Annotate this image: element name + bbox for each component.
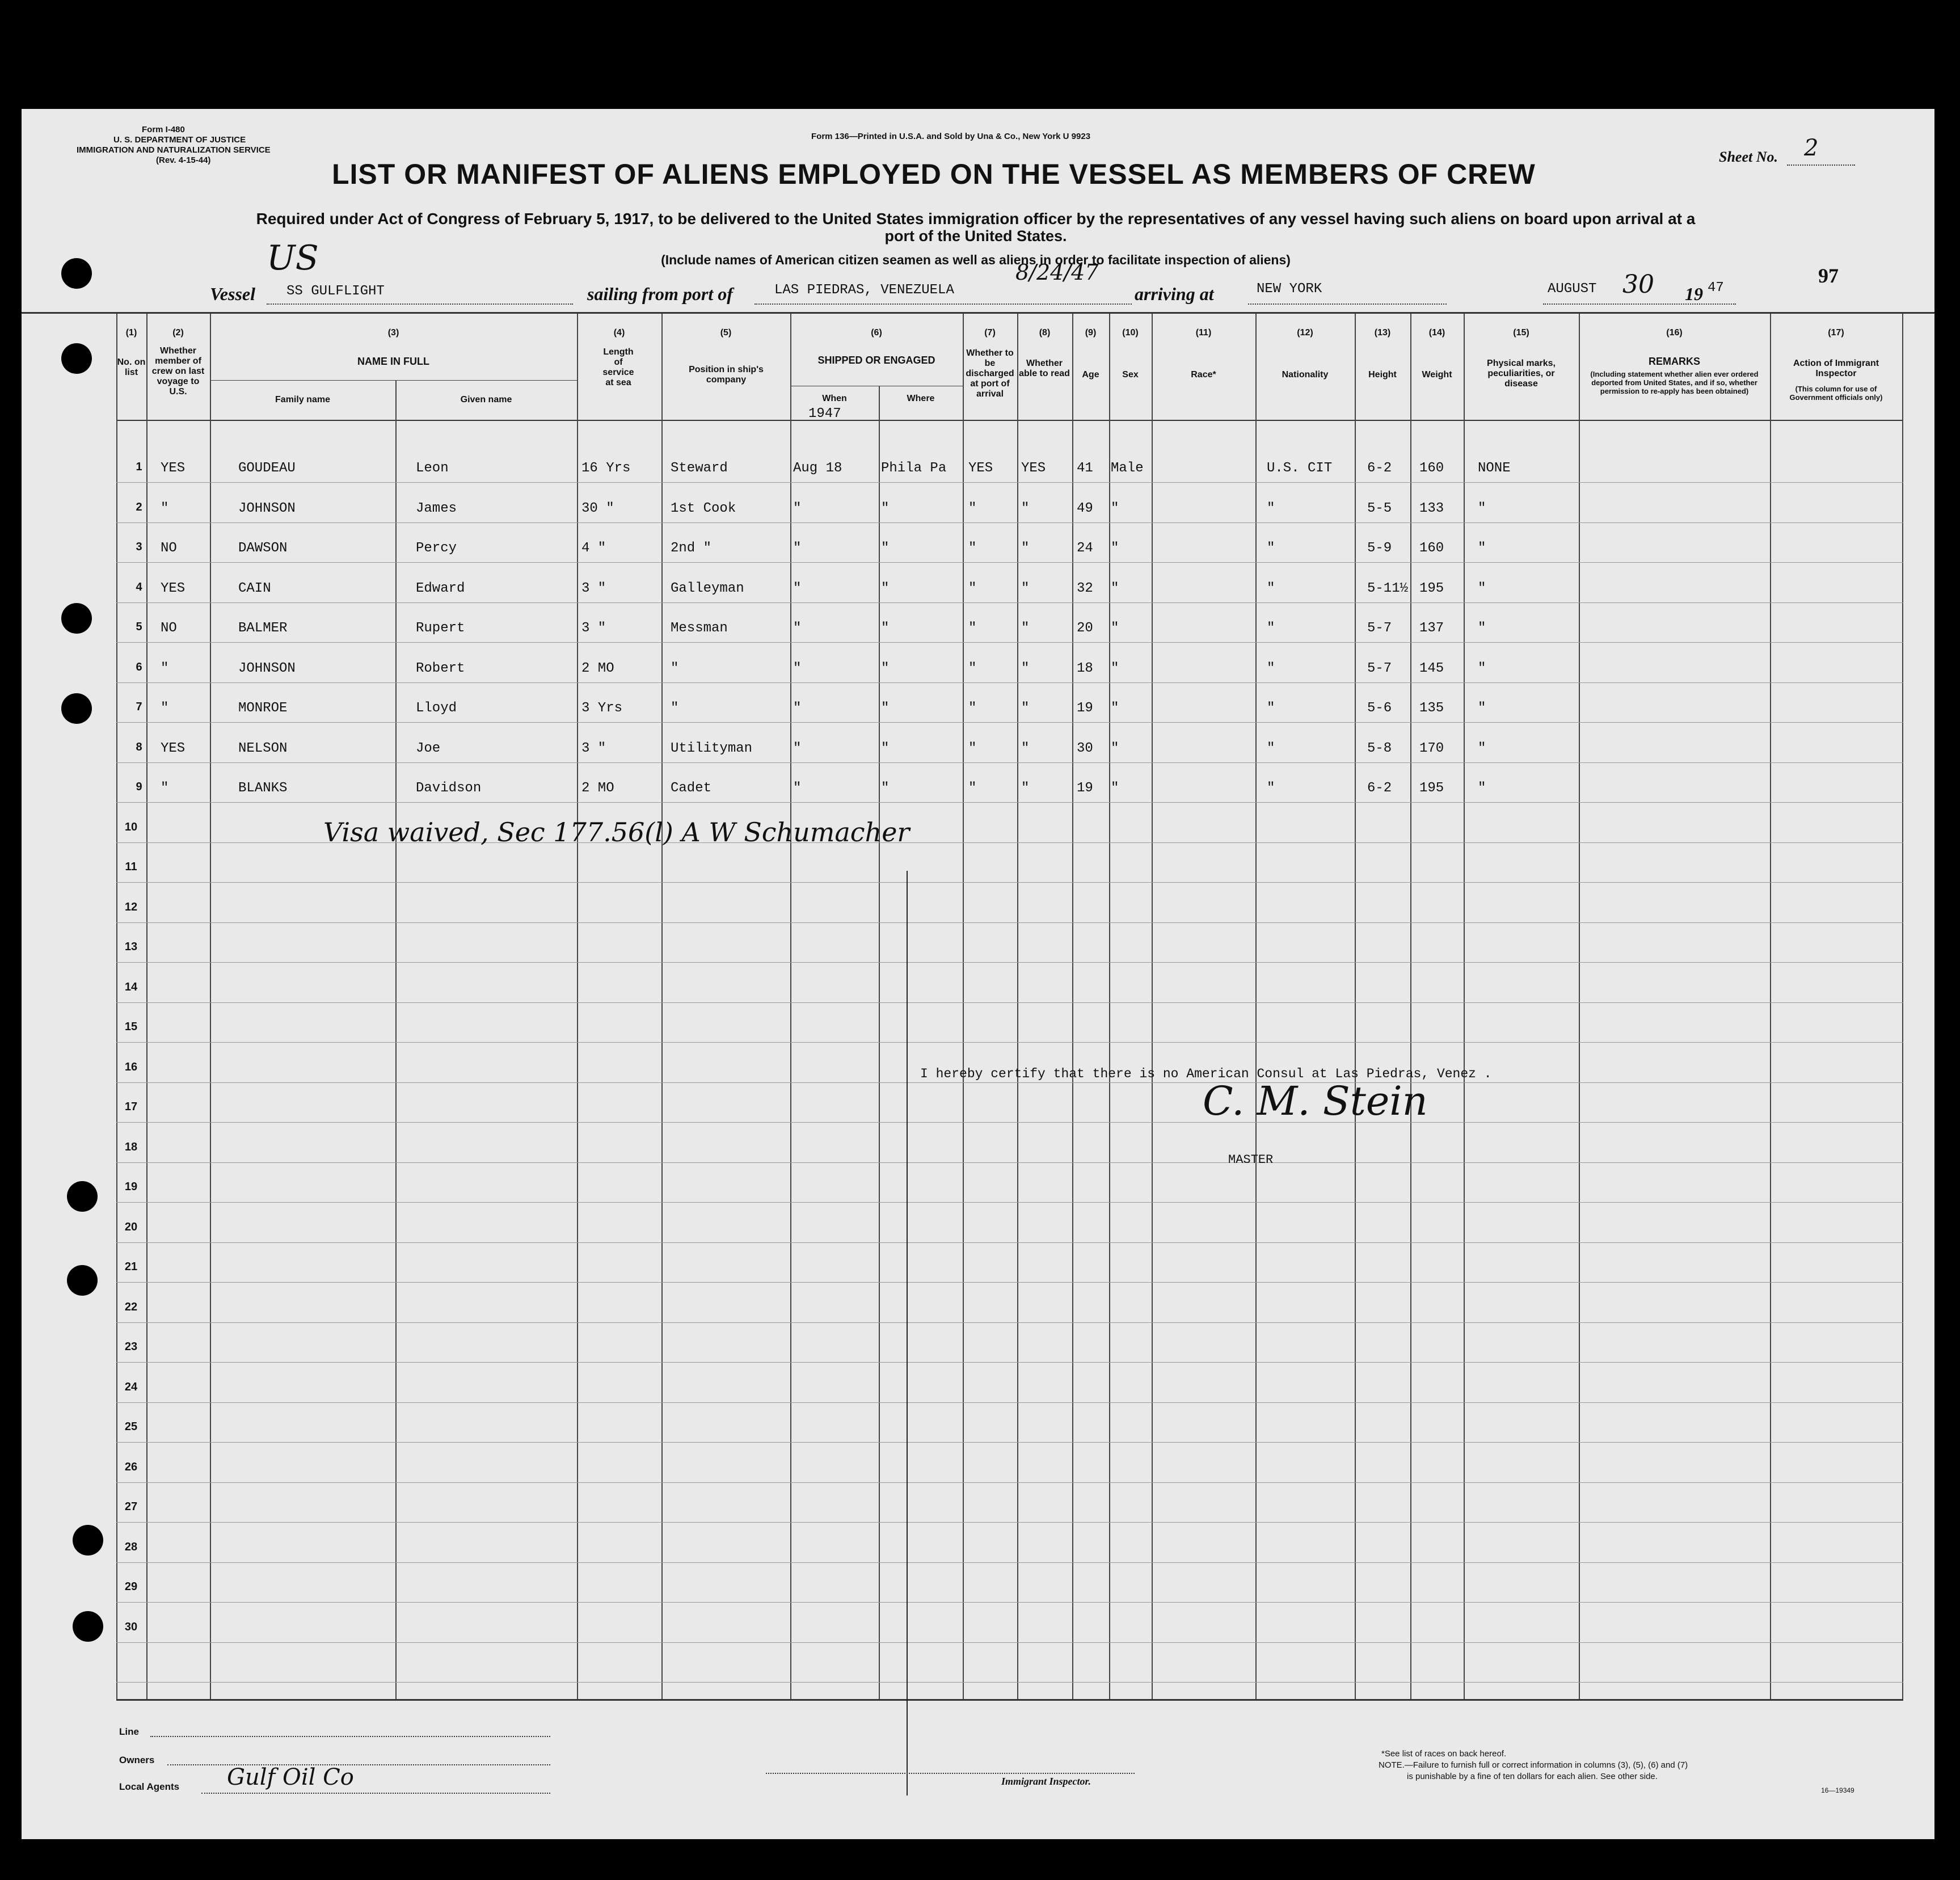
- cell-no: 8: [136, 740, 142, 753]
- punch-hole: [61, 343, 92, 374]
- cell-family: BLANKS: [238, 781, 288, 796]
- col6-when-header: When: [822, 394, 847, 403]
- cell-discharged: ": [968, 740, 977, 756]
- cell-service: 3 ": [581, 621, 606, 636]
- cell-height: 5-5: [1367, 500, 1392, 516]
- cell-height: 6-2: [1367, 781, 1392, 796]
- cell-sex: ": [1111, 541, 1119, 556]
- cell-where: ": [881, 541, 890, 556]
- col7-header: Whether to be discharged at port of arrival: [966, 348, 1014, 399]
- cell-no: 6: [136, 660, 142, 673]
- cell-family: BALMER: [238, 621, 288, 636]
- cell-given: Rupert: [416, 621, 465, 636]
- col7-number: (7): [984, 328, 996, 338]
- cell-where: ": [881, 580, 890, 596]
- cell-service: 2 MO: [581, 781, 614, 796]
- cell-when: ": [793, 740, 802, 756]
- cell-discharged: ": [968, 701, 977, 716]
- form-number: Form I-480: [142, 125, 185, 134]
- printer-line: Form 136—Printed in U.S.A. and Sold by Una & Co., New York U 9923: [811, 132, 1091, 141]
- cell-when: ": [793, 500, 802, 516]
- col6-when-year: 1947: [808, 406, 841, 421]
- line-number: 11: [125, 861, 137, 873]
- cell-position: Steward: [671, 461, 728, 476]
- year-suffix: 47: [1708, 280, 1724, 296]
- col3-header: NAME IN FULL: [357, 356, 429, 367]
- cell-marks: ": [1478, 701, 1486, 716]
- col15-number: (15): [1513, 328, 1529, 338]
- col1-header: No. on list: [117, 357, 146, 377]
- row-rule: [116, 1522, 1903, 1523]
- cell-read: YES: [1021, 461, 1046, 476]
- cell-service: 16 Yrs: [581, 461, 631, 476]
- col14-header: Weight: [1422, 370, 1452, 380]
- cell-marks: ": [1478, 580, 1486, 596]
- row-rule: [116, 1442, 1903, 1443]
- service-name: IMMIGRATION AND NATURALIZATION SERVICE: [77, 145, 271, 155]
- row-rule: [116, 1282, 1903, 1283]
- row-rule: [116, 1682, 1903, 1683]
- row-rule: [116, 682, 1903, 683]
- cell-nationality: ": [1267, 541, 1275, 556]
- line-number: 15: [124, 1021, 138, 1033]
- cell-when: ": [793, 621, 802, 636]
- cell-weight: 135: [1419, 701, 1444, 716]
- line-number: 20: [124, 1220, 138, 1233]
- cell-height: 6-2: [1367, 461, 1392, 476]
- cell-service: 3 ": [581, 740, 606, 756]
- cell-marks: NONE: [1478, 461, 1511, 476]
- cell-given: James: [416, 500, 457, 516]
- cell-no: 9: [136, 781, 142, 793]
- cell-service: 3 Yrs: [581, 701, 623, 716]
- line-label: Line: [119, 1726, 139, 1737]
- row-rule: [116, 1002, 1903, 1003]
- cell-crew: NO: [161, 621, 177, 636]
- col11-number: (11): [1195, 328, 1212, 338]
- cell-read: ": [1021, 781, 1030, 796]
- cell-crew: YES: [161, 580, 186, 596]
- punch-hole: [61, 693, 92, 724]
- cell-no: 1: [136, 461, 142, 473]
- punch-hole: [61, 258, 92, 289]
- col12-number: (12): [1297, 328, 1313, 338]
- line-number: 21: [124, 1261, 138, 1273]
- row-rule: [116, 1042, 1903, 1043]
- cell-marks: ": [1478, 781, 1486, 796]
- cell-weight: 160: [1419, 461, 1444, 476]
- line-number: 17: [124, 1101, 138, 1113]
- cell-when: ": [793, 660, 802, 676]
- cell-age: 49: [1077, 500, 1093, 516]
- cell-no: 5: [136, 621, 142, 633]
- line-number: 26: [124, 1460, 138, 1473]
- cell-read: ": [1021, 541, 1030, 556]
- punch-hole: [67, 1181, 98, 1212]
- cell-where: Phila Pa: [881, 461, 947, 476]
- inspector-label: Immigrant Inspector.: [1001, 1776, 1091, 1787]
- cell-given: Lloyd: [416, 701, 457, 716]
- line-number: 14: [124, 980, 138, 993]
- cell-age: 19: [1077, 701, 1093, 716]
- row-rule: [116, 1082, 1903, 1083]
- row-rule: [116, 762, 1903, 763]
- cell-discharged: ": [968, 580, 977, 596]
- cell-nationality: ": [1267, 701, 1275, 716]
- cell-weight: 195: [1419, 781, 1444, 796]
- punch-hole: [73, 1611, 103, 1642]
- arriving-label: arriving at: [1135, 284, 1214, 304]
- cell-marks: ": [1478, 621, 1486, 636]
- line-number: 22: [124, 1300, 138, 1313]
- cell-weight: 160: [1419, 541, 1444, 556]
- col3-number: (3): [387, 328, 399, 338]
- row-rule: [116, 1202, 1903, 1203]
- col16-header: REMARKS: [1648, 356, 1700, 367]
- cell-discharged: ": [968, 541, 977, 556]
- line-number: 12: [124, 900, 138, 913]
- line-number: 19: [124, 1181, 138, 1193]
- cell-family: GOUDEAU: [238, 461, 296, 476]
- row-rule: [116, 1602, 1903, 1603]
- cell-position: Galleyman: [671, 580, 744, 596]
- cell-height: 5-7: [1367, 621, 1392, 636]
- cell-read: ": [1021, 660, 1030, 676]
- cell-read: ": [1021, 701, 1030, 716]
- col9-number: (9): [1085, 328, 1097, 338]
- row-rule: [116, 922, 1903, 923]
- cell-when: Aug 18: [793, 461, 842, 476]
- cell-given: Robert: [416, 660, 465, 676]
- cell-when: ": [793, 781, 802, 796]
- punch-hole: [61, 603, 92, 634]
- cell-sex: ": [1111, 580, 1119, 596]
- cell-crew: ": [161, 701, 169, 716]
- handwritten-date: 8/24/47: [1015, 260, 1099, 285]
- master-label: MASTER: [1228, 1153, 1274, 1167]
- line-number: 23: [124, 1341, 138, 1353]
- cell-marks: ": [1478, 500, 1486, 516]
- col3-given-header: Given name: [460, 395, 512, 404]
- cell-where: ": [881, 660, 890, 676]
- cell-family: CAIN: [238, 580, 271, 596]
- cell-family: MONROE: [238, 701, 288, 716]
- cell-discharged: ": [968, 781, 977, 796]
- stamp-number: 97: [1818, 264, 1839, 287]
- print-code: 16—19349: [1821, 1786, 1854, 1794]
- row-rule: [116, 482, 1903, 483]
- col2-number: (2): [172, 328, 184, 338]
- col11-header: Race*: [1191, 370, 1216, 380]
- line-number: 16: [124, 1060, 138, 1073]
- col6-where-header: Where: [907, 394, 935, 403]
- col3-family-header: Family name: [275, 395, 330, 404]
- row-rule: [116, 602, 1903, 603]
- cell-discharged: ": [968, 621, 977, 636]
- col17-number: (17): [1828, 328, 1844, 338]
- cell-age: 18: [1077, 660, 1093, 676]
- cell-crew: ": [161, 781, 169, 796]
- col12-header: Nationality: [1282, 370, 1329, 380]
- page-title: LIST OR MANIFEST OF ALIENS EMPLOYED ON THE VESSEL AS MEMBERS OF CREW: [332, 158, 1536, 190]
- local-agents-value: Gulf Oil Co: [227, 1764, 354, 1790]
- row-rule: [116, 642, 1903, 643]
- cell-service: 30 ": [581, 500, 614, 516]
- cell-nationality: ": [1267, 621, 1275, 636]
- cell-when: ": [793, 701, 802, 716]
- cell-family: DAWSON: [238, 541, 288, 556]
- visa-waiver-note: Visa waived, Sec 177.56(l) A W Schumacher: [323, 817, 910, 848]
- subtitle-port: port of the United States.: [884, 227, 1067, 245]
- col10-number: (10): [1122, 328, 1139, 338]
- cell-nationality: ": [1267, 660, 1275, 676]
- cell-read: ": [1021, 740, 1030, 756]
- cell-sex: ": [1111, 660, 1119, 676]
- col13-number: (13): [1374, 328, 1391, 338]
- line-number: 24: [124, 1380, 138, 1393]
- row-rule: [116, 1362, 1903, 1363]
- cell-age: 41: [1077, 461, 1093, 476]
- col4-header: Length of service at sea: [602, 347, 634, 387]
- cell-family: NELSON: [238, 740, 288, 756]
- line-number: 29: [124, 1580, 138, 1593]
- cell-age: 30: [1077, 740, 1093, 756]
- department: U. S. DEPARTMENT OF JUSTICE: [113, 135, 246, 145]
- cell-sex: ": [1111, 701, 1119, 716]
- col10-header: Sex: [1122, 370, 1139, 380]
- cell-read: ": [1021, 500, 1030, 516]
- col15-header: Physical marks, peculiarities, or disease: [1487, 359, 1556, 389]
- races-note: *See list of races on back hereof.: [1381, 1749, 1507, 1759]
- row-rule: [116, 1402, 1903, 1403]
- master-signature: C. M. Stein: [1203, 1078, 1428, 1124]
- row-rule: [116, 1162, 1903, 1163]
- arrival-day: 30: [1622, 270, 1654, 299]
- cell-when: ": [793, 580, 802, 596]
- revision: (Rev. 4-15-44): [156, 155, 211, 165]
- cell-given: Leon: [416, 461, 449, 476]
- row-rule: [116, 1322, 1903, 1323]
- col6-header: SHIPPED OR ENGAGED: [817, 355, 935, 366]
- cell-position: Cadet: [671, 781, 712, 796]
- cell-given: Percy: [416, 541, 457, 556]
- cell-nationality: ": [1267, 580, 1275, 596]
- cell-sex: ": [1111, 781, 1119, 796]
- cell-position: 2nd ": [671, 541, 712, 556]
- cell-sex: Male: [1111, 461, 1144, 476]
- cell-service: 3 ": [581, 580, 606, 596]
- punch-hole: [73, 1525, 103, 1556]
- cell-weight: 145: [1419, 660, 1444, 676]
- vessel-label: Vessel: [210, 284, 255, 304]
- cell-weight: 195: [1419, 580, 1444, 596]
- cell-given: Davidson: [416, 781, 482, 796]
- cell-marks: ": [1478, 541, 1486, 556]
- cell-height: 5-6: [1367, 701, 1392, 716]
- sheet-label: Sheet No.: [1719, 149, 1778, 165]
- row-rule: [116, 1242, 1903, 1243]
- cell-height: 5-9: [1367, 541, 1392, 556]
- cell-no: 4: [136, 580, 142, 593]
- consul-certification: I hereby certify that there is no American Consul at Las Piedras, Venez .: [920, 1067, 1492, 1081]
- cell-marks: ": [1478, 660, 1486, 676]
- cell-nationality: ": [1267, 500, 1275, 516]
- cell-crew: YES: [161, 461, 186, 476]
- col17-subheader: (This column for use of Government officials only): [1789, 385, 1883, 402]
- cell-age: 32: [1077, 580, 1093, 596]
- col2-header: Whether member of crew on last voyage to U.S.: [151, 346, 205, 397]
- col13-header: Height: [1368, 370, 1397, 380]
- row-rule: [116, 1562, 1903, 1563]
- departure-port: LAS PIEDRAS, VENEZUELA: [774, 283, 954, 298]
- cell-height: 5-7: [1367, 660, 1392, 676]
- cell-no: 2: [136, 500, 142, 513]
- cell-marks: ": [1478, 740, 1486, 756]
- col14-number: (14): [1428, 328, 1445, 338]
- cell-age: 19: [1077, 781, 1093, 796]
- col4-number: (4): [613, 328, 625, 338]
- line-number: 10: [124, 820, 138, 833]
- cell-read: ": [1021, 580, 1030, 596]
- subtitle-include: (Include names of American citizen seamen as well as aliens in order to facilitate inspection of aliens): [661, 252, 1291, 267]
- penalty-note-2: is punishable by a fine of ten dollars for each alien. See other side.: [1407, 1772, 1658, 1781]
- cell-nationality: ": [1267, 781, 1275, 796]
- cell-crew: ": [161, 500, 169, 516]
- col9-header: Age: [1082, 370, 1099, 380]
- cell-family: JOHNSON: [238, 660, 296, 676]
- col17-header: Action of Immigrant Inspector: [1793, 359, 1879, 378]
- row-rule: [116, 1122, 1903, 1123]
- cell-service: 2 MO: [581, 660, 614, 676]
- row-rule: [116, 722, 1903, 723]
- cell-weight: 170: [1419, 740, 1444, 756]
- penalty-note: NOTE.—Failure to furnish full or correct information in columns (3), (5), (6) and (7): [1379, 1760, 1688, 1770]
- cell-height: 5-11½: [1367, 580, 1409, 596]
- cell-sex: ": [1111, 500, 1119, 516]
- line-number: 13: [124, 941, 138, 953]
- punch-hole: [67, 1265, 98, 1296]
- year-prefix: 19: [1685, 284, 1703, 304]
- owners-label: Owners: [119, 1755, 155, 1765]
- row-rule: [116, 1482, 1903, 1483]
- line-number: 28: [124, 1540, 138, 1553]
- arrival-month: AUGUST: [1548, 281, 1597, 297]
- cell-no: 3: [136, 541, 142, 553]
- row-rule: [116, 1642, 1903, 1643]
- col5-number: (5): [720, 328, 732, 338]
- cell-family: JOHNSON: [238, 500, 296, 516]
- line-number: 27: [124, 1500, 138, 1513]
- cell-crew: YES: [161, 740, 186, 756]
- col5-header: Position in ship's company: [689, 365, 764, 385]
- cell-nationality: U.S. CIT: [1267, 461, 1333, 476]
- row-rule: [116, 962, 1903, 963]
- col8-header: Whether able to read: [1019, 359, 1070, 378]
- cell-no: 7: [136, 701, 142, 713]
- col6-number: (6): [871, 328, 882, 338]
- row-rule: [116, 522, 1903, 523]
- vessel-name: SS GULFLIGHT: [286, 284, 385, 299]
- cell-discharged: ": [968, 660, 977, 676]
- cell-crew: ": [161, 660, 169, 676]
- cell-where: ": [881, 781, 890, 796]
- cell-where: ": [881, 701, 890, 716]
- col16-subheader: (Including statement whether alien ever ordered deported from United States, and if so, whether permission to re-apply has been obtained): [1590, 370, 1759, 395]
- cell-weight: 133: [1419, 500, 1444, 516]
- cell-position: Utilityman: [671, 740, 753, 756]
- cell-height: 5-8: [1367, 740, 1392, 756]
- cell-position: ": [671, 660, 679, 676]
- col1-number: (1): [125, 328, 137, 338]
- subtitle-act: Required under Act of Congress of February 5, 1917, to be delivered to the United States immigration officer by the representatives of any vessel having such aliens on board upon arrival at a: [256, 210, 1696, 227]
- cell-nationality: ": [1267, 740, 1275, 756]
- cell-discharged: ": [968, 500, 977, 516]
- cell-where: ": [881, 740, 890, 756]
- local-agents-label: Local Agents: [119, 1781, 180, 1792]
- line-number: 25: [124, 1420, 138, 1433]
- line-number: 18: [124, 1140, 138, 1153]
- row-rule: [116, 562, 1903, 563]
- col16-number: (16): [1666, 328, 1683, 338]
- cell-read: ": [1021, 621, 1030, 636]
- cell-position: 1st Cook: [671, 500, 736, 516]
- cell-where: ": [881, 621, 890, 636]
- cell-weight: 137: [1419, 621, 1444, 636]
- cell-service: 4 ": [581, 541, 606, 556]
- cell-when: ": [793, 541, 802, 556]
- arrival-port: NEW YORK: [1257, 281, 1322, 297]
- row-rule: [116, 802, 1903, 803]
- cell-given: Edward: [416, 580, 465, 596]
- cell-crew: NO: [161, 541, 177, 556]
- cell-given: Joe: [416, 740, 441, 756]
- col8-number: (8): [1039, 328, 1051, 338]
- cell-position: Messman: [671, 621, 728, 636]
- cell-position: ": [671, 701, 679, 716]
- line-number: 30: [124, 1620, 138, 1633]
- cell-sex: ": [1111, 621, 1119, 636]
- cell-where: ": [881, 500, 890, 516]
- cell-age: 24: [1077, 541, 1093, 556]
- sailing-label: sailing from port of: [587, 284, 733, 304]
- cell-sex: ": [1111, 740, 1119, 756]
- handwritten-us: US: [267, 238, 319, 278]
- sheet-number: 2: [1804, 135, 1819, 161]
- row-rule: [116, 882, 1903, 883]
- cell-age: 20: [1077, 621, 1093, 636]
- cell-discharged: YES: [968, 461, 993, 476]
